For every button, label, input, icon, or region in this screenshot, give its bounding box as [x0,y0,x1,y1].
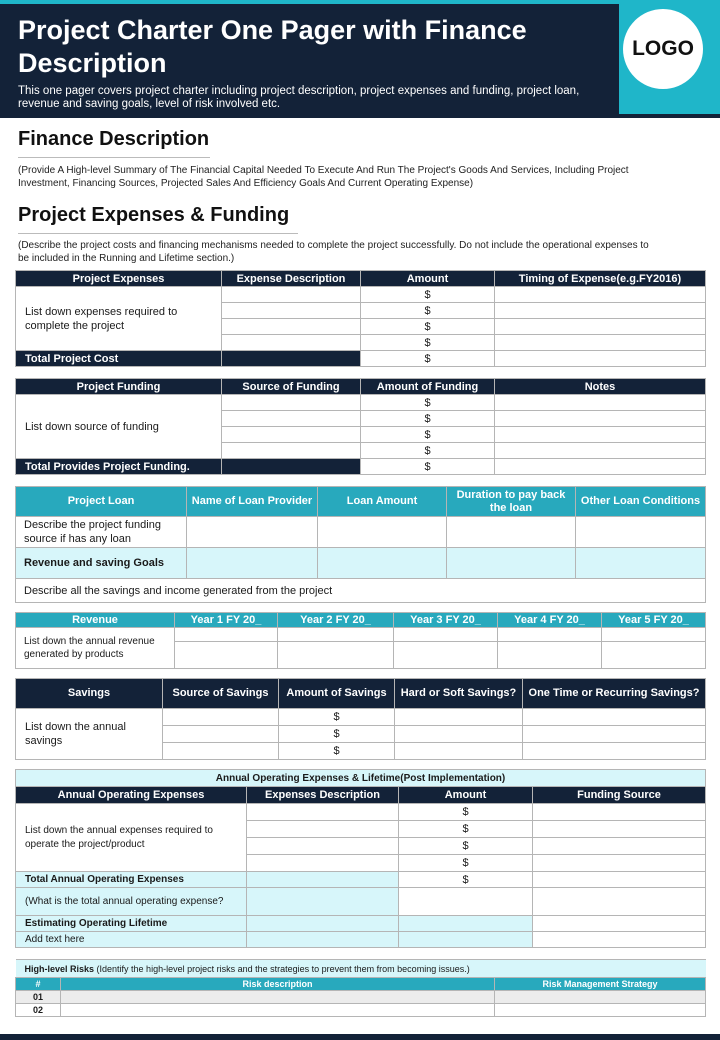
loan-header-4: Other Loan Conditions [576,487,706,517]
savings-header-4: One Time or Recurring Savings? [523,679,706,709]
risks-header-2: Risk Management Strategy [495,978,706,991]
funding-total-source [222,459,361,475]
annual-desc-cell[interactable] [247,804,399,821]
funding-header-2: Amount of Funding [361,379,495,395]
finance-heading: Finance Description [18,128,210,150]
revenue-cell[interactable] [394,628,498,642]
annual-source-cell[interactable] [533,804,706,821]
savings-source-cell[interactable] [163,743,279,760]
expenses-total-label: Total Project Cost [16,351,222,367]
annual-total-sub-source[interactable] [533,888,706,916]
risks-header-0: # [16,978,61,991]
savings-amount-cell[interactable]: $ [279,726,395,743]
annual-amount-cell[interactable]: $ [399,804,533,821]
funding-notes-cell[interactable] [495,443,706,459]
expenses-amount-cell[interactable]: $ [361,319,495,335]
expenses-desc-cell[interactable] [222,287,361,303]
annual-total-desc [247,872,399,888]
expenses-funding-description: (Describe the project costs and financing mechanisms needed to complete the project successfully. Do not include the operational expenses to be included in the Running and Lifetime section.) [18,240,649,264]
revenue-cell[interactable] [498,642,602,669]
finance-description: (Provide A High-level Summary of The Financial Capital Needed To Execute And Run The Project's Goods And Services, Including Project Investment, Financing Sources, Projected Sales And Efficiency Goals And Current Operating Expense) [18,165,629,189]
annual-desc-cell[interactable] [247,838,399,855]
revenue-table [15,612,706,669]
loan-header-3: Duration to pay back the loan [447,487,576,517]
funding-source-cell[interactable] [222,427,361,443]
goals-cell[interactable] [318,548,447,579]
revenue-row-label: List down the annual revenue generated by products [16,628,175,669]
goals-cell[interactable] [187,548,318,579]
expenses-timing-cell[interactable] [495,303,706,319]
loan-header-2: Loan Amount [318,487,447,517]
expenses-amount-cell[interactable]: $ [361,287,495,303]
revenue-header-2: Year 2 FY 20_ [278,613,394,628]
expenses-header-3: Timing of Expense(e.g.FY2016) [495,271,706,287]
revenue-header-4: Year 4 FY 20_ [498,613,602,628]
annual-desc-cell[interactable] [247,855,399,872]
funding-amount-cell[interactable]: $ [361,443,495,459]
annual-source-cell[interactable] [533,821,706,838]
loan-conditions-cell[interactable] [576,517,706,548]
annual-source-cell[interactable] [533,838,706,855]
lifetime-sub-desc [247,932,399,948]
lifetime-sub-amount [399,932,533,948]
expenses-timing-cell[interactable] [495,287,706,303]
savings-table [15,678,706,760]
expenses-desc-cell[interactable] [222,319,361,335]
header-accent-line [0,0,720,4]
revenue-cell[interactable] [394,642,498,669]
annual-header-0: Annual Operating Expenses [16,787,247,804]
revenue-header-1: Year 1 FY 20_ [175,613,278,628]
loan-row-label: Describe the project funding source if has any loan [16,517,187,548]
expenses-total-timing[interactable] [495,351,706,367]
annual-total-sub-amount[interactable] [399,888,533,916]
savings-income-description: Describe all the savings and income generated from the project [16,579,706,603]
funding-total-notes[interactable] [495,459,706,475]
expenses-timing-cell[interactable] [495,335,706,351]
savings-header-0: Savings [16,679,163,709]
annual-amount-cell[interactable]: $ [399,855,533,872]
annual-source-cell[interactable] [533,855,706,872]
savings-source-cell[interactable] [163,709,279,726]
savings-type-cell[interactable] [395,743,523,760]
annual-caption: Annual Operating Expenses & Lifetime(Post Implementation) [16,770,706,787]
annual-total-sub: (What is the total annual operating expense? [16,888,247,916]
revenue-cell[interactable] [175,642,278,669]
loan-header-1: Name of Loan Provider [187,487,318,517]
funding-total-label: Total Provides Project Funding. [16,459,222,475]
risks-title: High-level Risks [24,963,95,974]
expenses-header-2: Amount [361,271,495,287]
annual-total-source[interactable] [533,872,706,888]
revenue-saving-goals-label: Revenue and saving Goals [16,548,187,579]
savings-recurrence-cell[interactable] [523,709,706,726]
lifetime-sub-source[interactable] [533,932,706,948]
revenue-header-3: Year 3 FY 20_ [394,613,498,628]
risk-row-number: 02 [16,1004,61,1017]
annual-total-label: Total Annual Operating Expenses [16,872,247,888]
funding-header-1: Source of Funding [222,379,361,395]
expenses-funding-underline [18,233,298,234]
annual-header-3: Funding Source [533,787,706,804]
funding-notes-cell[interactable] [495,411,706,427]
risks-header-1: Risk description [61,978,495,991]
annual-total-amount[interactable]: $ [399,872,533,888]
savings-header-3: Hard or Soft Savings? [395,679,523,709]
annual-total-sub-desc [247,888,399,916]
expenses-amount-cell[interactable]: $ [361,303,495,319]
annual-header-1: Expenses Description [247,787,399,804]
risk-row-number: 01 [16,991,61,1004]
expenses-timing-cell[interactable] [495,319,706,335]
risk-description-cell[interactable] [61,1004,495,1017]
annual-amount-cell[interactable]: $ [399,838,533,855]
risk-strategy-cell[interactable] [495,991,706,1004]
funding-source-cell[interactable] [222,395,361,411]
page-title: Project Charter One Pager with Finance Description [18,15,527,78]
revenue-cell[interactable] [498,628,602,642]
loan-duration-cell[interactable] [447,517,576,548]
revenue-cell[interactable] [278,642,394,669]
savings-header-2: Amount of Savings [279,679,395,709]
funding-header-0: Project Funding [16,379,222,395]
loan-provider-cell[interactable] [187,517,318,548]
funding-row-label: List down source of funding [16,395,222,459]
lifetime-label: Estimating Operating Lifetime [16,916,247,932]
funding-amount-cell[interactable]: $ [361,427,495,443]
risks-table [15,959,706,1017]
expenses-funding-heading: Project Expenses & Funding [18,204,290,226]
lifetime-desc [247,916,399,932]
funding-source-cell[interactable] [222,411,361,427]
savings-header-1: Source of Savings [163,679,279,709]
savings-recurrence-cell[interactable] [523,743,706,760]
revenue-header-0: Revenue [16,613,175,628]
savings-type-cell[interactable] [395,709,523,726]
funding-header-3: Notes [495,379,706,395]
risk-strategy-cell[interactable] [495,1004,706,1017]
funding-amount-cell[interactable]: $ [361,411,495,427]
goals-cell[interactable] [576,548,706,579]
finance-underline [18,157,210,158]
funding-total-amount[interactable]: $ [361,459,495,475]
annual-header-2: Amount [399,787,533,804]
risks-title-description: (Identify the high-level project risks and the strategies to prevent them from becoming issues.) [94,963,470,974]
revenue-cell[interactable] [175,628,278,642]
loan-header-0: Project Loan [16,487,187,517]
funding-source-cell[interactable] [222,443,361,459]
savings-source-cell[interactable] [163,726,279,743]
risk-description-cell[interactable] [61,991,495,1004]
loan-table [15,486,706,603]
revenue-header-5: Year 5 FY 20_ [602,613,706,628]
lifetime-source[interactable] [533,916,706,932]
expenses-desc-cell[interactable] [222,335,361,351]
savings-amount-cell[interactable]: $ [279,743,395,760]
savings-recurrence-cell[interactable] [523,726,706,743]
funding-notes-cell[interactable] [495,427,706,443]
logo: LOGO [623,9,703,89]
expenses-table [15,270,706,367]
expenses-row-label: List down expenses required to complete the project [16,287,222,351]
loan-amount-cell[interactable] [318,517,447,548]
annual-desc-cell[interactable] [247,821,399,838]
revenue-cell[interactable] [602,642,706,669]
goals-cell[interactable] [447,548,576,579]
footer-bar [0,1034,720,1040]
expenses-total-amount[interactable]: $ [361,351,495,367]
expenses-total-desc [222,351,361,367]
savings-type-cell[interactable] [395,726,523,743]
revenue-cell[interactable] [602,628,706,642]
expenses-amount-cell[interactable]: $ [361,335,495,351]
lifetime-amount [399,916,533,932]
expenses-desc-cell[interactable] [222,303,361,319]
expenses-header-1: Expense Description [222,271,361,287]
funding-notes-cell[interactable] [495,395,706,411]
page-subtitle: This one pager covers project charter including project description, project expenses and funding, project loan, revenue and saving goals, level of risk involved etc. [18,85,580,110]
savings-amount-cell[interactable]: $ [279,709,395,726]
funding-table [15,378,706,475]
annual-amount-cell[interactable]: $ [399,821,533,838]
lifetime-sub: Add text here [16,932,247,948]
annual-operating-table [15,769,706,948]
revenue-cell[interactable] [278,628,394,642]
savings-row-label: List down the annual savings [16,709,163,760]
funding-amount-cell[interactable]: $ [361,395,495,411]
annual-row-label: List down the annual expenses required to operate the project/product [16,804,247,872]
expenses-header-0: Project Expenses [16,271,222,287]
